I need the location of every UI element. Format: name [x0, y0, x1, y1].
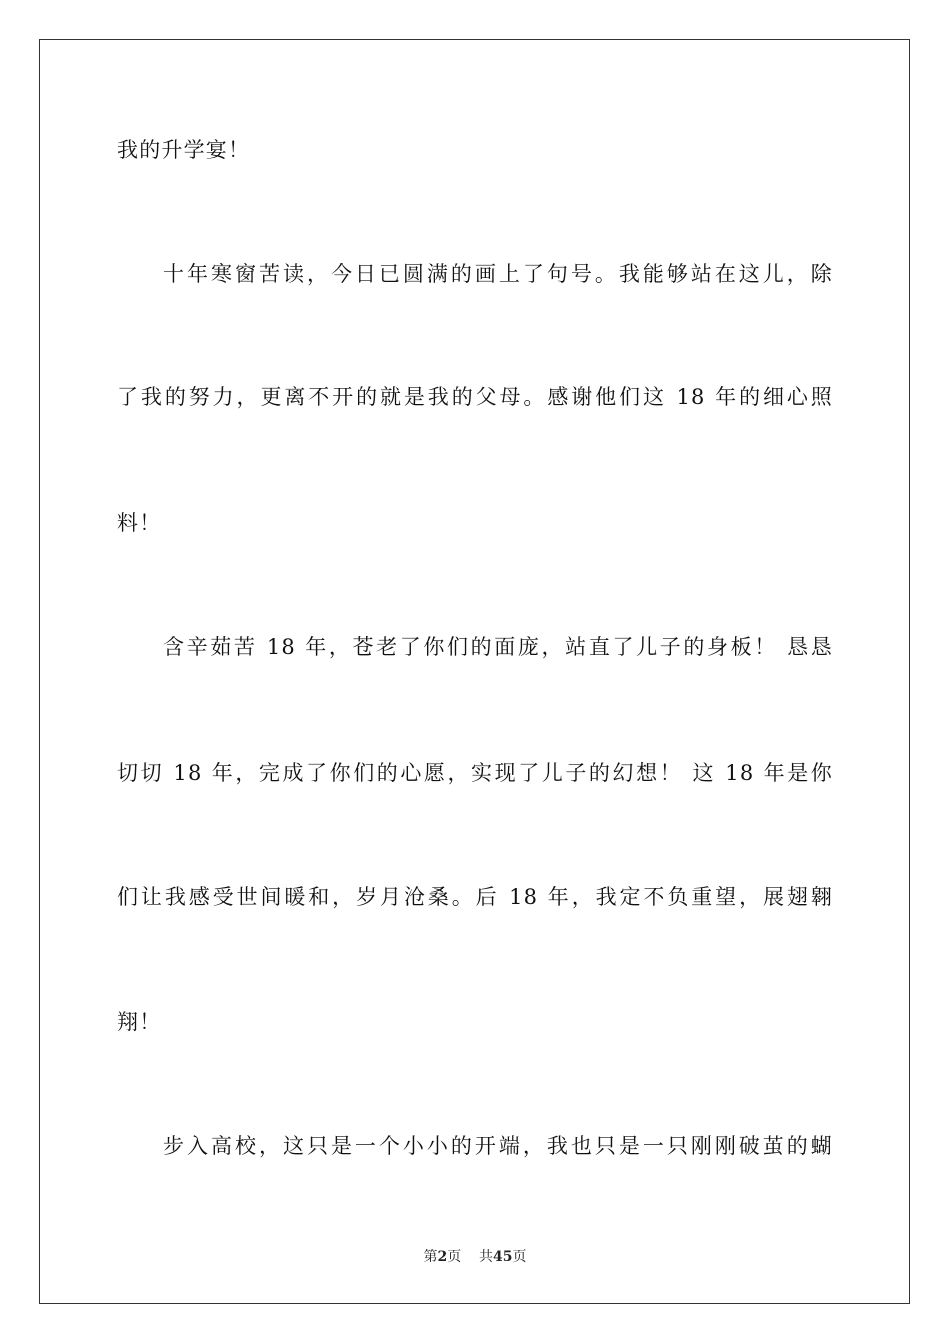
text-line-6: 切切 18 年，完成了你们的心愿，实现了儿子的幻想！ 这 18 年是你 [117, 761, 833, 785]
total-suffix: 页 [512, 1249, 527, 1265]
text-line-7: 们让我感受世间暖和，岁月沧桑。后 18 年，我定不负重望，展翅翱 [117, 885, 833, 909]
page-suffix: 页 [447, 1249, 462, 1265]
page-prefix: 第 [423, 1249, 438, 1265]
page-footer [0, 1248, 950, 1266]
page-number: 2 [437, 1249, 448, 1265]
total-pages: 45 [493, 1249, 513, 1265]
text-line-5: 含辛茹苦 18 年，苍老了你们的面庞，站直了儿子的身板！ 恳恳 [163, 635, 833, 659]
total-prefix: 共 [479, 1249, 494, 1265]
text-line-9: 步入高校，这只是一个小小的开端，我也只是一只刚刚破茧的蝴 [163, 1134, 833, 1158]
text-line-8: 翔！ [117, 1010, 162, 1034]
text-line-3: 了我的努力，更离不开的就是我的父母。感谢他们这 18 年的细心照 [117, 385, 833, 409]
text-line-2: 十年寒窗苦读，今日已圆满的画上了句号。我能够站在这儿，除 [163, 262, 833, 286]
page-border [39, 39, 910, 1304]
text-line-1: 我的升学宴！ [117, 138, 251, 162]
text-line-4: 料！ [117, 511, 162, 535]
